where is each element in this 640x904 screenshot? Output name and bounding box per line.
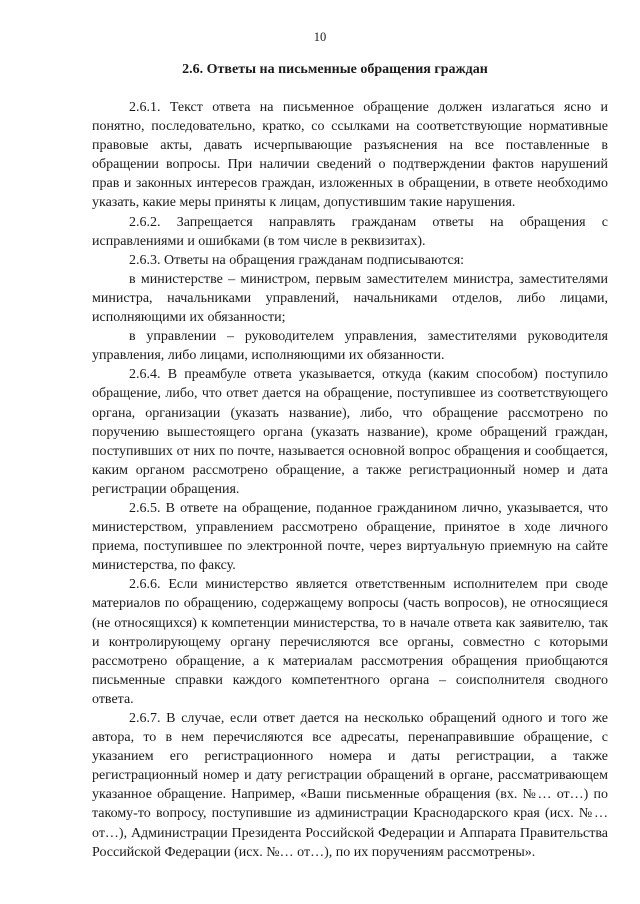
section-title: 2.6. Ответы на письменные обращения граждан <box>182 62 488 77</box>
document-body <box>92 98 608 862</box>
paragraph-2-6-3-ministry: в министерстве – министром, первым заместителем министра, заместителями министра, начальниками управлений, начальниками отделов, либо лицами, исполняющими их обязанности; <box>92 271 608 326</box>
paragraph-2-6-4: 2.6.4. В преамбуле ответа указывается, откуда (каким способом) поступило обращение, либо, что ответ дается на обращение, поступившее из соответствующего органа, организации (указать название), либо, что обращение рассмотрено по поручению вышестоящего органа (указать название), кроме обращений граждан, поступивших от них по почте, называется основной вопрос обращения и сообщается, каким органом рассмотрено обращение, а также регистрационный номер и дата регистрации обращения. <box>92 367 608 497</box>
page-number: 10 <box>313 30 327 44</box>
paragraph-2-6-2: 2.6.2. Запрещается направлять гражданам ответы на обращения с исправлениями и ошибками (в том числе в реквизитах). <box>92 214 608 249</box>
paragraph-2-6-5: 2.6.5. В ответе на обращение, поданное гражданином лично, указывается, что министерством, управлением рассмотрено обращение, принятое в ходе личного приема, поступившее по электронной почте, через виртуальную приемную на сайте министерства, по факсу. <box>92 500 608 574</box>
paragraph-2-6-6: 2.6.6. Если министерство является ответственным исполнителем при своде материалов по обращению, содержащему вопросы (часть вопросов), не относящиеся (не относящихся) к компетенции министерства, то в начале ответа как заявителю, так и контролирующему органу перечисляются все органы, совместно с которыми рассмотрено обращение, а к материалам рассмотрения обращения приобщаются письменные справки каждого компетентного органа – соисполнителя сводного ответа. <box>92 577 608 707</box>
paragraph-2-6-3: 2.6.3. Ответы на обращения гражданам подписываются: <box>129 252 465 268</box>
paragraph-2-6-1: 2.6.1. Текст ответа на письменное обращение должен излагаться ясно и понятно, последовательно, кратко, со ссылками на соответствующие нормативные правовые акты, давать исчерпывающие разъяснения на все поставленные в обращении вопросы. При наличии сведений о подтверждении фактов нарушений прав и законных интересов граждан, изложенных в обращении, в ответе необходимо указать, какие меры приняты к лицам, допустившим такие нарушения. <box>92 100 608 211</box>
paragraph-2-6-3-department: в управлении – руководителем управления, заместителями руководителя управления, либо лицами, исполняющими их обязанности. <box>92 329 608 364</box>
paragraph-2-6-7: 2.6.7. В случае, если ответ дается на несколько обращений одного и того же автора, то в нем перечисляются все адресаты, перенаправившие обращение, с указанием его регистрационного номера и даты регистрации, а также регистрационный номер и дату регистрации обращений в органе, рассматривающем указанное обращение. Например, «Ваши письменные обращения (вх. №… от…) по такому-то вопросу, поступившие из администрации Краснодарского края (исх. №… от…), Администрации Президента Российской Федерации и Аппарата Правительства Российской Федерации (исх. №… от…), по их поручениям рассмотрены». <box>92 711 608 860</box>
